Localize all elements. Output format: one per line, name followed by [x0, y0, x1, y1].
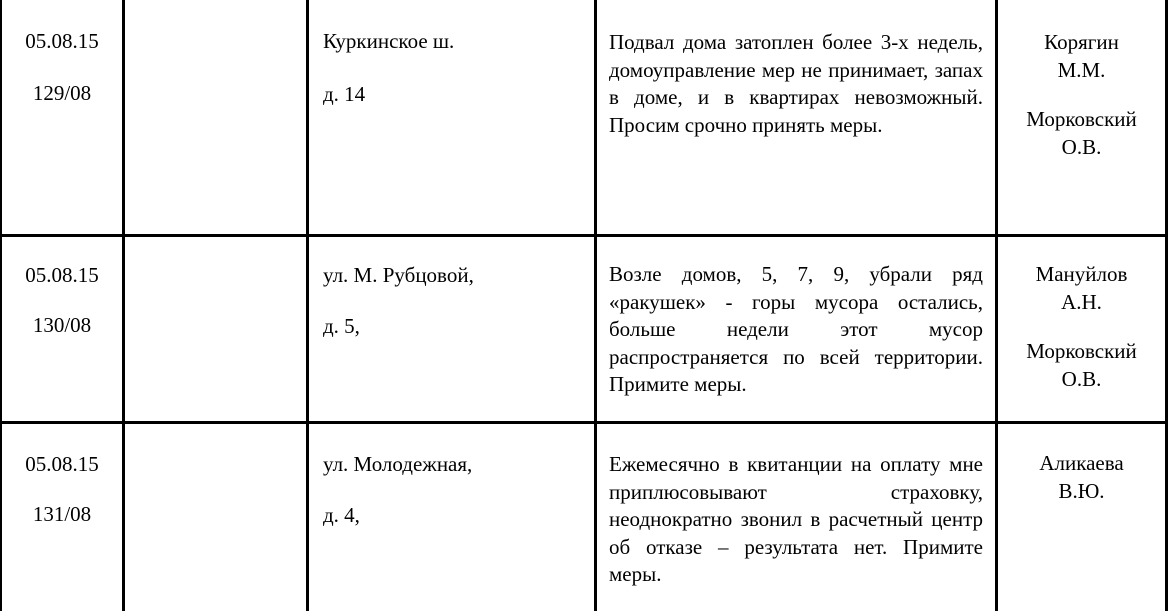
name-initials: О.В. [1061, 366, 1102, 391]
name-surname: Корягин [1044, 30, 1119, 54]
address-street: Куркинское ш. [323, 29, 455, 53]
address-cell [323, 28, 588, 108]
column-divider [594, 0, 597, 611]
row-divider [0, 234, 1168, 237]
address-street: ул. Молодежная, [323, 452, 473, 476]
address-street: ул. М. Рубцовой, [323, 263, 474, 287]
address-cell [323, 262, 588, 340]
names-cell [1000, 261, 1163, 393]
names-cell [1000, 29, 1163, 161]
names-cell [1000, 450, 1163, 505]
complaint-text: Ежемесячно в квитанции на оплату мне приплюсовывают страховку, неоднократно звонил в расчетный центр об отказе – результата нет. Примите меры. [609, 452, 983, 586]
name-initials: А.Н. [1061, 289, 1102, 314]
complaint-text: Подвал дома затоплен более 3-х недель, домоуправление мер не принимает, запах в доме, и в квартирах невозможный. Просим срочно принять меры. [609, 30, 983, 137]
name-surname: Морковский [1026, 107, 1137, 131]
row-divider [0, 421, 1168, 424]
complaint-text: Возле домов, 5, 7, 9, убрали ряд «ракушек» - горы мусора остались, больше недели этот мусор распространяется по всей территории. Примите меры. [609, 262, 983, 396]
table-row [2, 262, 122, 339]
number-cell: 130/08 [32, 313, 92, 337]
name-surname: Мануйлов [1035, 262, 1128, 286]
number-cell: 131/08 [32, 502, 92, 526]
address-cell [323, 451, 588, 529]
column-divider [306, 0, 309, 611]
address-house: д. 4, [323, 502, 360, 527]
column-divider [122, 0, 125, 611]
address-house: д. 14 [323, 81, 366, 106]
date-cell: 05.08.15 [25, 29, 99, 53]
date-cell: 05.08.15 [25, 263, 99, 287]
name-initials: М.М. [1057, 57, 1106, 82]
table-row [2, 451, 122, 528]
address-house: д. 5, [323, 313, 360, 338]
name-initials: О.В. [1061, 134, 1102, 159]
date-cell: 05.08.15 [25, 452, 99, 476]
number-cell: 129/08 [32, 81, 92, 105]
name-surname: Аликаева [1039, 451, 1124, 475]
table-row [2, 28, 122, 107]
name-surname: Морковский [1026, 339, 1137, 363]
name-initials: В.Ю. [1058, 478, 1105, 503]
column-divider [995, 0, 998, 611]
